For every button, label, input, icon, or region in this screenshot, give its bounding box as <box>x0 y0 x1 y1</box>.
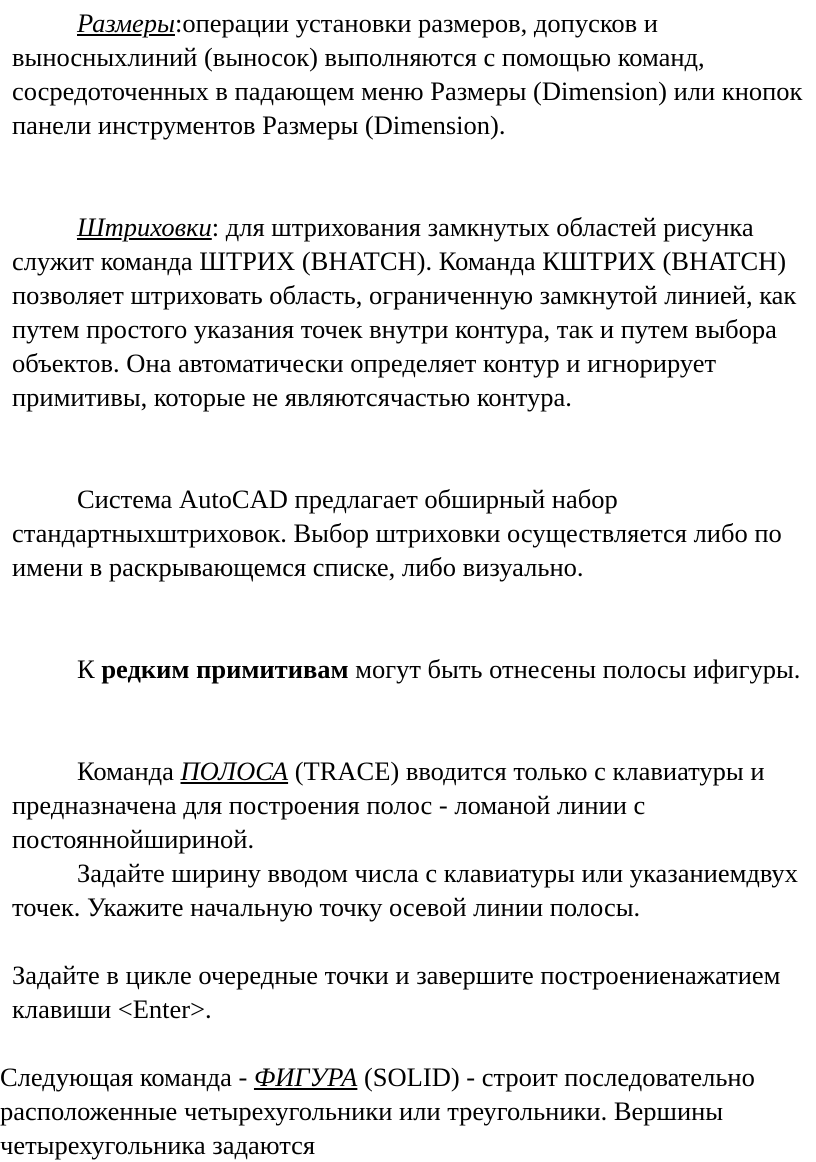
paragraph-rare-primitives <box>12 652 812 686</box>
paragraph-points <box>12 958 812 1026</box>
paragraph-width <box>12 856 812 924</box>
trace-pre: Команда <box>77 756 181 786</box>
paragraph-trace <box>12 754 812 856</box>
solid-pre: Следующая команда - <box>0 1062 254 1092</box>
paragraph-width-text: Задайте ширину вводом числа с клавиатуры или указаниемдвух точек. Укажите начальную точку осевой линии полосы. <box>12 858 798 922</box>
rare-primitives-post: могут быть отнесены полосы ифигуры. <box>348 654 801 684</box>
paragraph-solid <box>0 1060 800 1162</box>
term-trace: ПОЛОСА <box>180 756 289 786</box>
paragraph-autocad-hatches-text: Система AutoCAD предлагает обширный набор стандартныхштриховок. Выбор штриховки осуществляется либо по имени в раскрывающемся списке, либо визуально. <box>12 484 782 582</box>
term-solid: ФИГУРА <box>253 1062 358 1092</box>
trace-post: (TRACE) вводится только с клавиатуры и предназначена для построения полос - ломаной линии с постояннойшириной. <box>12 756 765 854</box>
rare-primitives-bold: редким примитивам <box>101 654 349 684</box>
paragraph-hatching <box>12 210 812 414</box>
paragraph-dimensions-text: :операции установки размеров, допусков и выносныхлиний (выносок) выполняются с помощью команд, сосредоточенных в падающем меню Размеры (Dimension) или кнопок панели инструментов Размеры (Dimension). <box>12 8 803 140</box>
paragraph-hatching-text: : для штрихования замкнутых областей рисунка служит команда ШТРИХ (BHATCH). Команда КШТРИХ (BHATCH) позволяет штриховать область, ограниченную замкнутой линией, как путем простого указания точек внутри контура, так и путем выбора объектов. Она автоматически определяет контур и игнорирует примитивы, которые не являютсячастью контура. <box>12 212 797 412</box>
paragraph-autocad-hatches <box>12 482 812 584</box>
term-dimensions: Размеры <box>77 8 175 38</box>
paragraph-dimensions <box>12 6 812 142</box>
solid-post: (SOLID) - строит последовательно расположенные четырехугольники или треугольники. Вершины четырехугольника задаются <box>0 1062 755 1160</box>
paragraph-points-text: Задайте в цикле очередные точки и завершите построениенажатием клавиши <Enter>. <box>12 960 781 1024</box>
rare-primitives-pre: К <box>77 654 102 684</box>
term-hatching: Штриховки <box>77 212 212 242</box>
